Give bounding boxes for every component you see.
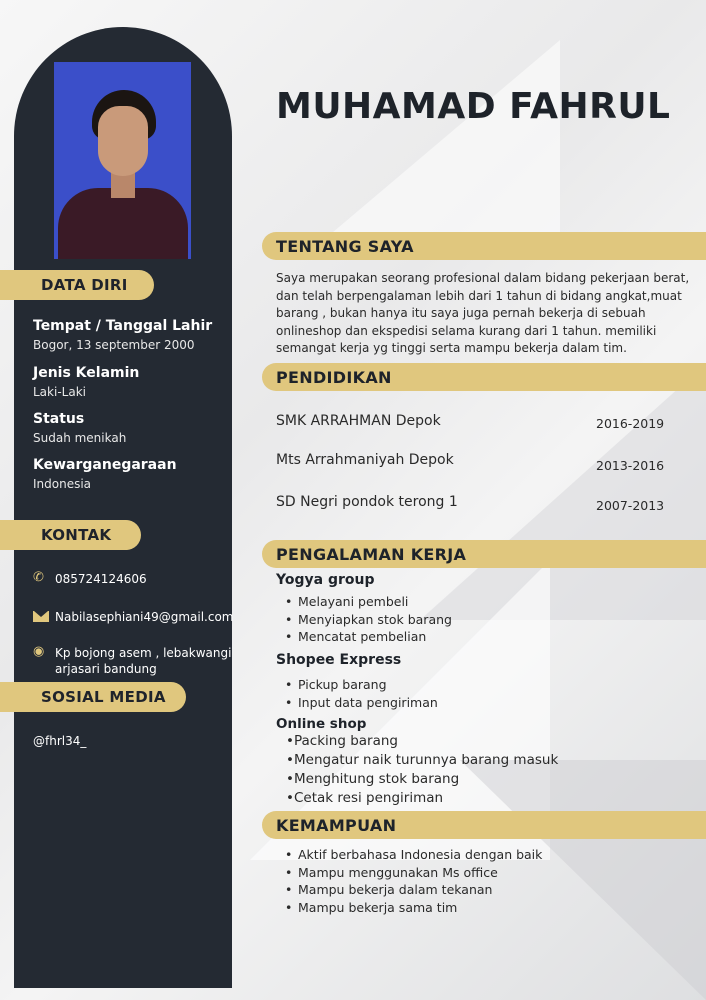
- address-row: [33, 645, 231, 677]
- birth-info: [33, 318, 212, 352]
- list-item: • Cetak resi pengiriman: [294, 789, 558, 808]
- section-header: PENDIDIKAN: [262, 363, 706, 391]
- education-item: [276, 452, 676, 473]
- address-line: Kp bojong asem , lebakwangi: [55, 646, 232, 660]
- education-item: [276, 413, 676, 429]
- field-value: Bogor, 13 september 2000: [33, 338, 195, 352]
- mail-icon: [33, 609, 51, 626]
- location-pin-icon: ◉: [33, 644, 45, 659]
- school-years: 2013-2016: [596, 458, 665, 473]
- address-line: arjasari bandung: [55, 662, 157, 676]
- section-header: KEMAMPUAN: [262, 811, 706, 839]
- page-title: MUHAMAD FAHRUL: [276, 86, 671, 127]
- list-item: • Mampu menggunakan Ms office: [298, 864, 542, 882]
- section-header: PENGALAMAN KERJA: [262, 540, 706, 568]
- list-item: • Mampu bekerja dalam tekanan: [298, 881, 542, 899]
- school-years: 2007-2013: [596, 498, 665, 513]
- task-list: [298, 676, 438, 711]
- job-company: Yogya group: [276, 572, 375, 588]
- gender-info: [33, 365, 139, 399]
- data-diri-label: DATA DIRI: [0, 270, 154, 300]
- field-label: Status: [33, 411, 85, 427]
- list-item: • Menyiapkan stok barang: [298, 611, 452, 629]
- background-shape: [300, 40, 560, 260]
- field-value: Sudah menikah: [33, 431, 127, 445]
- list-item: • Mampu bekerja sama tim: [298, 899, 542, 917]
- school-name: SD Negri pondok terong 1: [276, 494, 458, 510]
- school-name: SMK ARRAHMAN Depok: [276, 413, 441, 429]
- field-value: Indonesia: [33, 477, 92, 491]
- section-header: TENTANG SAYA: [262, 232, 706, 260]
- nationality-info: [33, 457, 177, 491]
- phone-icon: ✆: [33, 570, 44, 585]
- list-item: • Packing barang: [294, 732, 558, 751]
- kontak-label: KONTAK: [0, 520, 141, 550]
- profile-photo: [54, 62, 191, 259]
- list-item: • Melayani pembeli: [298, 593, 452, 611]
- social-handle: @fhrl34_: [33, 734, 87, 748]
- field-value: Laki-Laki: [33, 385, 86, 399]
- address: [55, 645, 231, 677]
- education-item: [276, 494, 676, 513]
- job-company: Shopee Express: [276, 652, 402, 668]
- about-text: Saya merupakan seorang profesional dalam bidang pekerjaan berat, dan telah berpengalaman lebih dari 1 tahun di bidang angkat,muat barang , bukan hanya itu saya juga pernah bekerja di sebuah onlineshop dan ekspedisi selama kurang dari 1 tahun. memiliki semangat kerja yg tinggi serta mampu bekerja dalam tim.: [276, 271, 690, 355]
- email-address: Nabilasephiani49@gmail.com: [55, 610, 234, 624]
- list-item: • Aktif berbahasa Indonesia dengan baik: [298, 846, 542, 864]
- task-list: [294, 732, 558, 808]
- list-item: • Pickup barang: [298, 676, 438, 694]
- school-years: 2016-2019: [596, 416, 665, 431]
- list-item: • Mencatat pembelian: [298, 628, 452, 646]
- status-info: [33, 411, 126, 445]
- email-row: [33, 609, 234, 626]
- phone-row: [33, 571, 147, 587]
- list-item: • Input data pengiriman: [298, 694, 438, 712]
- skills-list: [298, 846, 542, 916]
- field-label: Jenis Kelamin: [33, 365, 140, 381]
- list-item: • Mengatur naik turunnya barang masuk: [294, 751, 558, 770]
- task-list: [298, 593, 452, 646]
- social-row: [33, 733, 86, 749]
- field-label: Kewarganegaraan: [33, 457, 177, 473]
- list-item: • Menghitung stok barang: [294, 770, 558, 789]
- job-company: Online shop: [276, 716, 367, 732]
- sosial-media-label: SOSIAL MEDIA: [0, 682, 186, 712]
- phone-number: 085724124606: [55, 572, 147, 586]
- field-label: Tempat / Tanggal Lahir: [33, 318, 213, 334]
- school-name: Mts Arrahmaniyah Depok: [276, 452, 454, 468]
